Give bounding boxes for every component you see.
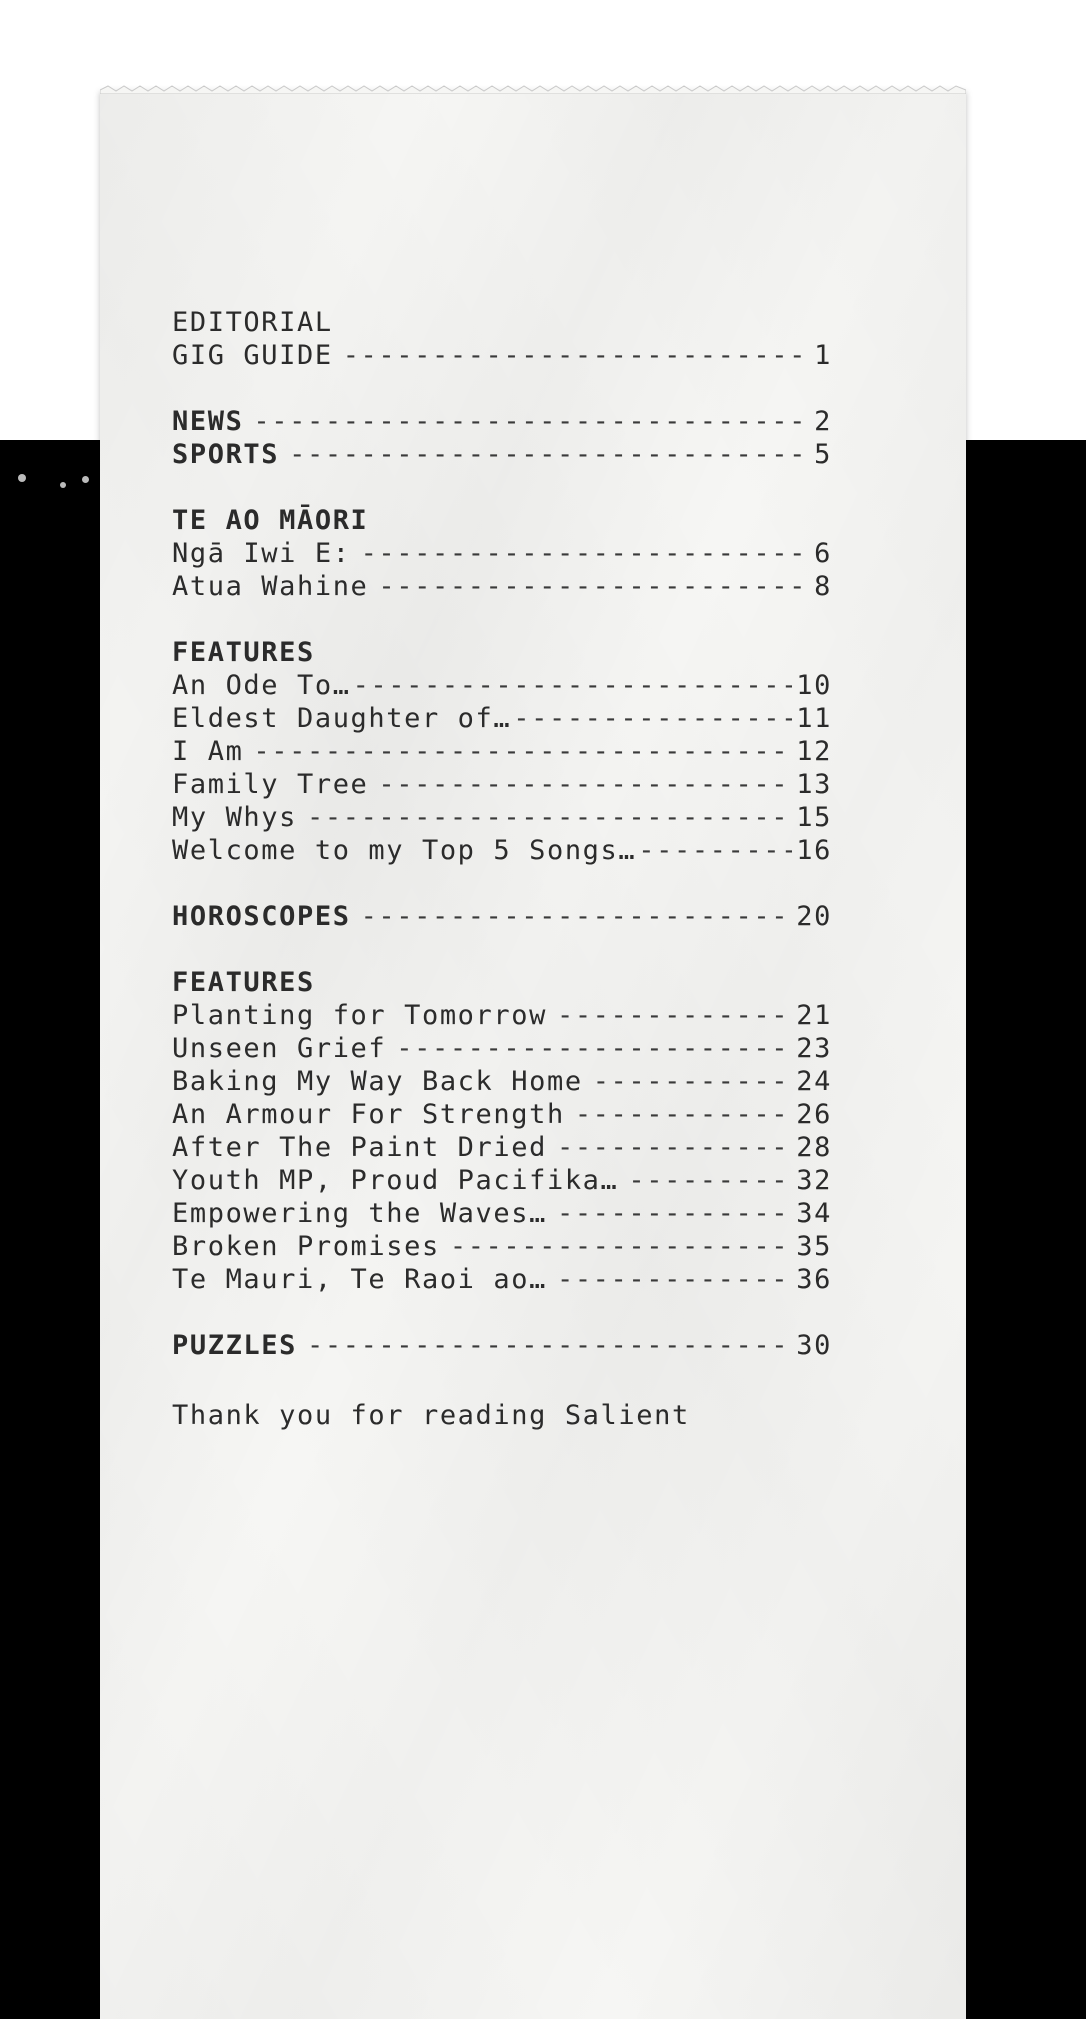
toc-entry-page: 35 <box>796 1231 832 1262</box>
toc-entry-page: 8 <box>814 571 832 602</box>
leader-dashes <box>557 999 792 1032</box>
toc-entry-title: Broken Promises <box>172 1231 440 1262</box>
section-heading-features: FEATURES <box>172 967 315 998</box>
spacer <box>172 933 832 966</box>
toc-entry-page: 34 <box>796 1198 832 1229</box>
leader-dashes <box>450 1230 792 1263</box>
spacer <box>172 603 832 636</box>
toc-entry-title: I Am <box>172 736 244 767</box>
paper-speck <box>18 474 26 482</box>
leader-dashes <box>513 702 792 735</box>
toc-entry-page: 23 <box>796 1033 832 1064</box>
receipt-paper <box>100 92 966 2019</box>
toc-entry-title: Eldest Daughter of… <box>172 703 512 734</box>
toc-entry-title: After The Paint Dried <box>172 1132 547 1163</box>
toc-entry-gig-guide <box>172 339 832 372</box>
leader-dashes <box>289 438 810 471</box>
toc-entry-title: An Armour For Strength <box>172 1099 565 1130</box>
toc-entry-title: GIG GUIDE <box>172 340 333 371</box>
toc-entry-page: 11 <box>796 703 832 734</box>
toc-entry-page: 32 <box>796 1165 832 1196</box>
toc-entry-page: 24 <box>796 1066 832 1097</box>
toc-entry <box>172 702 832 735</box>
toc-entry-title: NEWS <box>172 406 244 437</box>
receipt-torn-edge <box>100 84 966 94</box>
toc-entry <box>172 1164 832 1197</box>
toc-entry-page: 20 <box>796 901 832 932</box>
leader-dashes <box>361 537 811 570</box>
toc-entry-title: EDITORIAL <box>172 307 333 338</box>
toc-entry <box>172 1131 832 1164</box>
toc-entry-page: 36 <box>796 1264 832 1295</box>
toc-entry-title: Atua Wahine <box>172 571 369 602</box>
background-black-right-lower <box>1000 1440 1086 2019</box>
leader-dashes <box>396 1032 792 1065</box>
toc-entry <box>172 669 832 702</box>
toc-entry-page: 16 <box>796 835 832 866</box>
background-black-left <box>0 440 110 2019</box>
toc-entry <box>172 735 832 768</box>
leader-dashes <box>343 339 810 372</box>
toc-entry <box>172 1197 832 1230</box>
closing-message: Thank you for reading Salient <box>172 1400 690 1431</box>
toc-entry-page: 6 <box>814 538 832 569</box>
toc-entry <box>172 1032 832 1065</box>
toc-entry-page: 26 <box>796 1099 832 1130</box>
toc-entry-page: 10 <box>796 670 832 701</box>
toc-entry-title: Welcome to my Top 5 Songs… <box>172 835 637 866</box>
leader-dashes <box>307 801 792 834</box>
paper-speck <box>60 482 66 488</box>
leader-dashes <box>557 1263 792 1296</box>
toc-entry-page: 2 <box>814 406 832 437</box>
toc-entry-puzzles <box>172 1329 832 1362</box>
leader-dashes <box>378 768 792 801</box>
toc-entry-title: Planting for Tomorrow <box>172 1000 547 1031</box>
toc-entry-title: An Ode To… <box>172 670 351 701</box>
toc-entry <box>172 1230 832 1263</box>
leader-dashes <box>378 570 810 603</box>
toc-entry-page: 21 <box>796 1000 832 1031</box>
toc-entry-page: 12 <box>796 736 832 767</box>
leader-dashes <box>253 735 792 768</box>
leader-dashes <box>557 1197 792 1230</box>
table-of-contents <box>172 306 832 1432</box>
toc-entry-title: PUZZLES <box>172 1330 297 1361</box>
leader-dashes <box>253 405 810 438</box>
toc-entry-page: 30 <box>796 1330 832 1361</box>
toc-entry-title: HOROSCOPES <box>172 901 351 932</box>
toc-entry-page: 15 <box>796 802 832 833</box>
toc-entry <box>172 1098 832 1131</box>
toc-entry-horoscopes <box>172 900 832 933</box>
leader-dashes <box>353 669 793 702</box>
spacer <box>172 867 832 900</box>
spacer <box>172 372 832 405</box>
spacer <box>172 1296 832 1329</box>
toc-entry-title: Ngā Iwi E: <box>172 538 351 569</box>
toc-entry-editorial <box>172 306 832 339</box>
toc-entry-title: My Whys <box>172 802 297 833</box>
toc-entry-title: Youth MP, Proud Pacifika… <box>172 1165 619 1196</box>
toc-entry-title: SPORTS <box>172 439 280 470</box>
toc-entry-page: 28 <box>796 1132 832 1163</box>
toc-entry-title: Empowering the Waves… <box>172 1198 547 1229</box>
toc-entry <box>172 570 832 603</box>
toc-entry <box>172 834 832 867</box>
toc-entry <box>172 768 832 801</box>
leader-dashes <box>361 900 793 933</box>
toc-entry-title: Baking My Way Back Home <box>172 1066 583 1097</box>
toc-entry <box>172 1263 832 1296</box>
toc-entry <box>172 1065 832 1098</box>
leader-dashes <box>638 834 792 867</box>
leader-dashes <box>307 1329 792 1362</box>
toc-entry-title: Unseen Grief <box>172 1033 387 1064</box>
section-heading-features: FEATURES <box>172 637 315 668</box>
leader-dashes <box>575 1098 792 1131</box>
toc-entry <box>172 801 832 834</box>
leader-dashes <box>628 1164 792 1197</box>
paper-speck <box>82 476 89 483</box>
spacer <box>172 471 832 504</box>
spacer <box>172 1362 832 1395</box>
toc-entry-title: Te Mauri, Te Raoi ao… <box>172 1264 547 1295</box>
toc-entry <box>172 537 832 570</box>
leader-dashes <box>593 1065 793 1098</box>
toc-entry-news <box>172 405 832 438</box>
toc-entry-sports <box>172 438 832 471</box>
toc-entry <box>172 999 832 1032</box>
toc-entry-page: 5 <box>814 439 832 470</box>
leader-dashes <box>557 1131 792 1164</box>
section-heading-te-ao-maori: TE AO MĀORI <box>172 505 369 536</box>
toc-entry-page: 1 <box>814 340 832 371</box>
toc-entry-page: 13 <box>796 769 832 800</box>
toc-entry-title: Family Tree <box>172 769 369 800</box>
